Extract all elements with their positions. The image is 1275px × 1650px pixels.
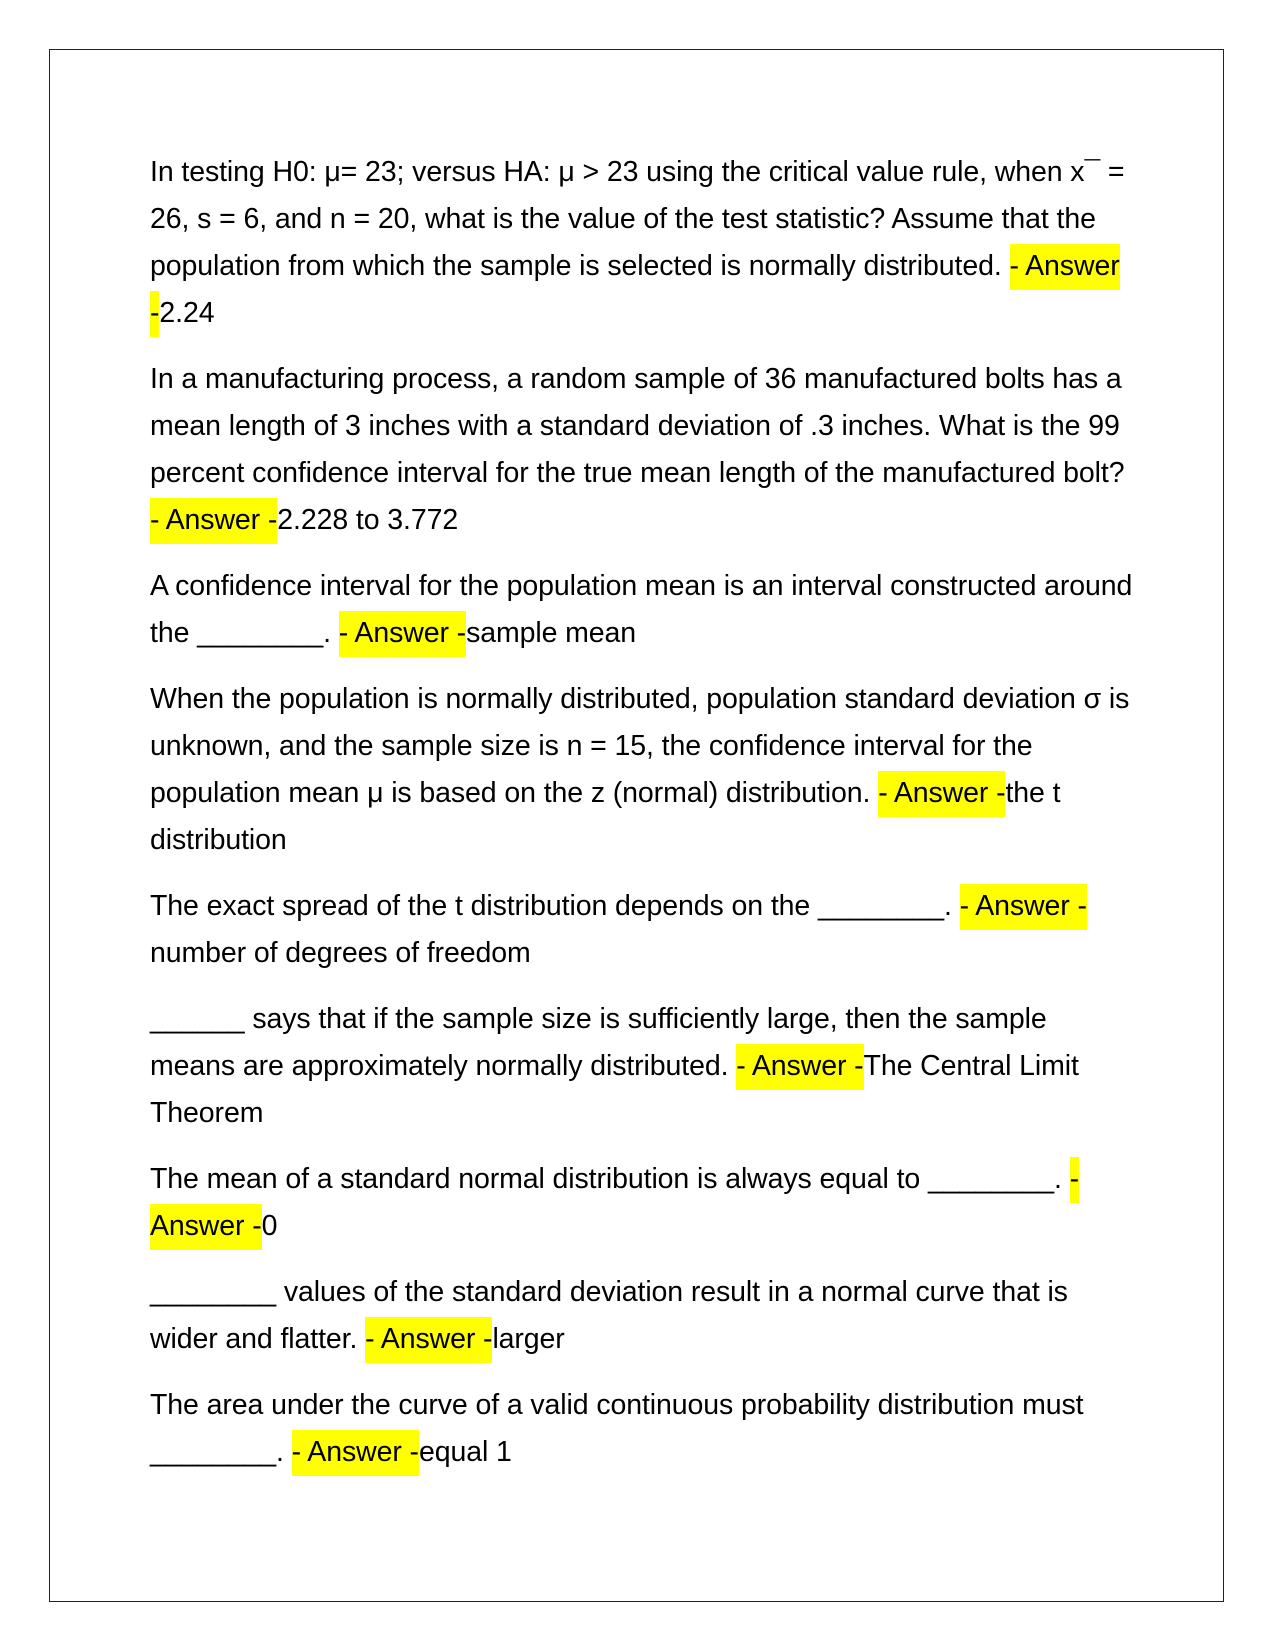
question-text: In a manufacturing process, a random sample of 36 manufactured bolts has a mean length of 3 inches with a standard deviation of .3 inches. What is the 99 percent confidence interval for the true mean length of the manufactured bolt?	[150, 363, 1125, 489]
question-text: The mean of a standard normal distribution is always equal to ________.	[150, 1163, 1062, 1195]
question-text: In testing H0: μ= 23; versus HA: μ > 23 using the critical value rule, when x¯ = 26, s = 6, and n = 20, what is the value of the test statistic? Assume that the population from which the sample is selected is normally distributed.	[150, 156, 1125, 282]
answer-marker: - Answer -	[150, 1157, 1079, 1250]
question-text: ________ values of the standard deviation result in a normal curve that is wider and flatter.	[150, 1276, 1068, 1355]
answer-text: equal 1	[418, 1436, 512, 1468]
answer-marker: - Answer -	[339, 611, 466, 657]
answer-text: larger	[492, 1323, 565, 1355]
qa-item-3	[150, 563, 1135, 657]
question-text: When the population is normally distributed, population standard deviation σ is unknown, and the sample size is n = 15, the confidence interval for the population mean μ is based on the z (normal) distribution.	[150, 683, 1130, 809]
question-text: A confidence interval for the population mean is an interval constructed around the ________.	[150, 570, 1133, 649]
answer-text: the t distribution	[150, 777, 1061, 856]
qa-item-7	[150, 1156, 1135, 1250]
answer-text: The Central Limit Theorem	[150, 1050, 1079, 1129]
answer-text: 0	[261, 1210, 278, 1242]
answer-marker: - Answer -	[960, 884, 1087, 930]
answer-marker: - Answer -	[150, 244, 1120, 337]
answer-marker: - Answer -	[878, 771, 1005, 817]
answer-marker: - Answer -	[365, 1317, 492, 1363]
answer-marker: - Answer -	[736, 1044, 863, 1090]
answer-text: sample mean	[466, 617, 637, 649]
question-text: The area under the curve of a valid continuous probability distribution must ________.	[150, 1389, 1084, 1468]
qa-item-8	[150, 1269, 1135, 1363]
answer-marker: - Answer -	[292, 1430, 419, 1476]
question-text: The exact spread of the t distribution depends on the ________.	[150, 890, 952, 922]
question-text: ______ says that if the sample size is sufficiently large, then the sample means are approximately normally distributed.	[150, 1003, 1047, 1082]
answer-text: 2.228 to 3.772	[277, 504, 459, 536]
qa-item-6	[150, 996, 1135, 1137]
answer-text: number of degrees of freedom	[150, 937, 531, 969]
answer-text: 2.24	[159, 297, 215, 329]
qa-item-4	[150, 676, 1135, 864]
document-body	[150, 149, 1135, 1495]
qa-item-9	[150, 1382, 1135, 1476]
qa-item-5	[150, 883, 1135, 977]
qa-item-1	[150, 149, 1135, 337]
qa-item-2	[150, 356, 1135, 544]
answer-marker: - Answer -	[150, 498, 277, 544]
